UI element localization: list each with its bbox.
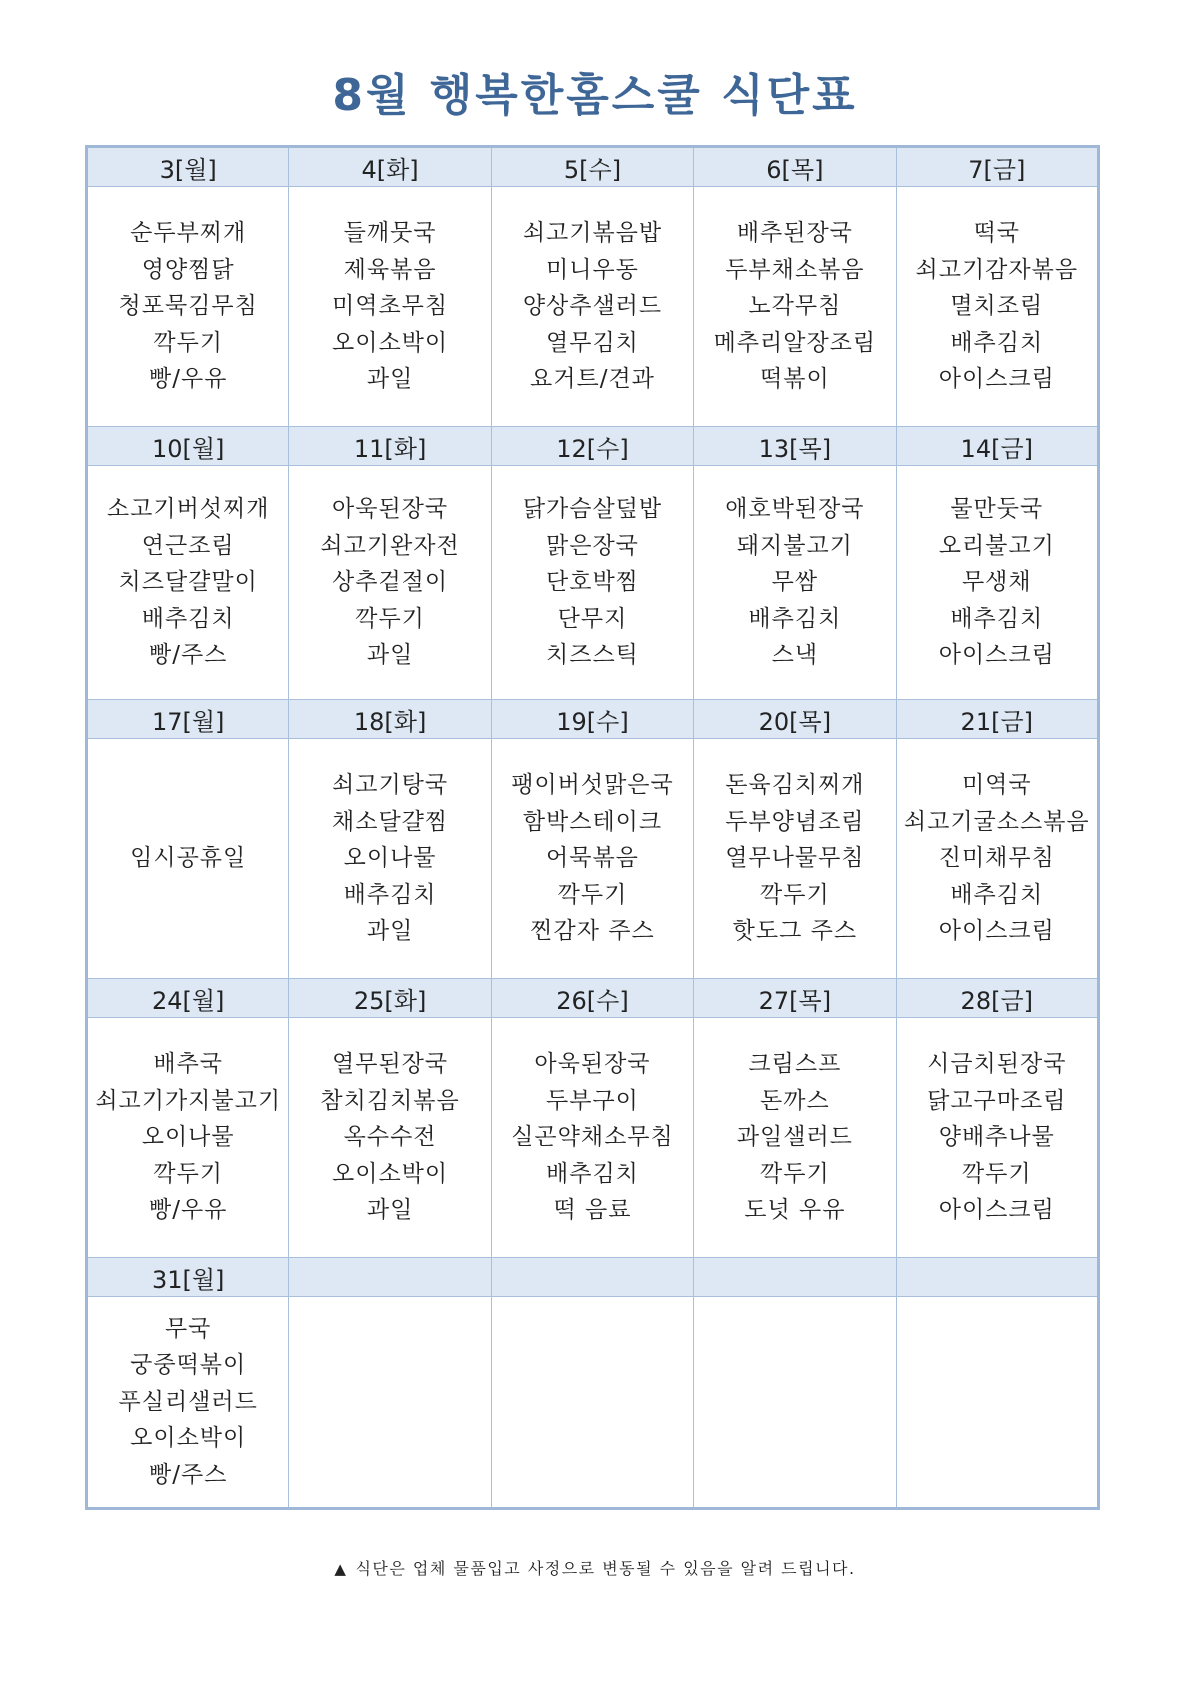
date-cell: 10[월] <box>87 427 289 466</box>
menu-item: 어묵볶음 <box>546 845 639 872</box>
menu-cell <box>87 466 289 700</box>
week-menu-row <box>87 1297 1099 1509</box>
menu-item: 미니우동 <box>546 256 639 283</box>
menu-item: 팽이버섯맑은국 <box>511 772 674 799</box>
menu-item: 무국 <box>164 1315 212 1342</box>
menu-item: 깍두기 <box>153 1160 224 1187</box>
menu-cell <box>87 187 289 427</box>
date-cell: 6[목] <box>694 147 896 187</box>
menu-item: 무쌈 <box>771 569 819 596</box>
menu-item: 배추김치 <box>141 605 235 632</box>
menu-item: 떡국 <box>973 220 1020 247</box>
menu-cell <box>896 466 1098 700</box>
triangle-marker-icon: ▲ <box>334 1560 348 1578</box>
menu-item: 쇠고기가지불고기 <box>95 1087 282 1114</box>
menu-item: 쇠고기굴소스볶음 <box>903 808 1090 835</box>
week-header-row <box>87 147 1099 187</box>
menu-cell <box>896 1297 1098 1509</box>
menu-cell <box>491 466 693 700</box>
menu-item: 찐감자 주스 <box>530 918 655 945</box>
menu-item: 치즈스틱 <box>546 642 639 669</box>
menu-item: 배추김치 <box>950 329 1044 356</box>
menu-cell <box>694 739 896 979</box>
menu-item: 오이나물 <box>141 1124 235 1151</box>
menu-item: 상추겉절이 <box>332 569 449 596</box>
date-cell <box>491 1258 693 1297</box>
menu-item: 스낵 <box>771 642 819 669</box>
menu-item: 청포묵김무침 <box>118 293 258 320</box>
menu-item: 소고기버섯찌개 <box>106 496 270 523</box>
menu-item: 돈육김치찌개 <box>725 772 865 799</box>
menu-item: 물만둣국 <box>950 496 1044 523</box>
menu-item: 과일 <box>366 918 414 945</box>
week-menu-row <box>87 1018 1099 1258</box>
menu-item: 아욱된장국 <box>332 496 449 523</box>
menu-item: 깍두기 <box>961 1160 1032 1187</box>
menu-item: 애호박된장국 <box>725 496 865 523</box>
menu-item: 맑은장국 <box>546 532 639 559</box>
menu-item: 제육볶음 <box>343 256 437 283</box>
menu-cell <box>491 1018 693 1258</box>
menu-item: 연근조림 <box>141 532 235 559</box>
menu-item: 함박스테이크 <box>522 808 663 835</box>
menu-item: 푸실리샐러드 <box>118 1388 258 1415</box>
week-header-row <box>87 979 1099 1018</box>
menu-item: 아이스크림 <box>938 642 1055 669</box>
menu-item: 영양찜닭 <box>141 256 235 283</box>
menu-cell <box>896 187 1098 427</box>
week-menu-row <box>87 466 1099 700</box>
menu-item: 아이스크림 <box>938 1197 1055 1224</box>
menu-item: 오이소박이 <box>130 1425 247 1452</box>
menu-item: 빵/주스 <box>148 642 228 669</box>
menu-item: 아이스크림 <box>938 918 1055 945</box>
date-cell: 13[목] <box>694 427 896 466</box>
menu-item: 닭고구마조림 <box>927 1087 1067 1114</box>
menu-cell <box>87 739 289 979</box>
date-cell: 3[월] <box>87 147 289 187</box>
menu-item: 열무김치 <box>546 329 639 356</box>
menu-item: 양상추샐러드 <box>522 293 663 320</box>
date-cell: 7[금] <box>896 147 1098 187</box>
menu-item: 궁중떡볶이 <box>130 1352 247 1379</box>
menu-cell <box>694 187 896 427</box>
menu-item: 양배추나물 <box>938 1124 1055 1151</box>
menu-item: 멸치조림 <box>950 293 1044 320</box>
footnote <box>0 1556 1190 1579</box>
menu-item: 빵/주스 <box>148 1461 228 1488</box>
menu-cell <box>896 1018 1098 1258</box>
menu-cell <box>87 1297 289 1509</box>
menu-item: 오리불고기 <box>938 532 1055 559</box>
date-cell: 19[수] <box>491 700 693 739</box>
menu-item: 떡볶이 <box>760 366 830 393</box>
menu-item: 오이나물 <box>343 845 437 872</box>
date-cell <box>896 1258 1098 1297</box>
menu-item: 실곤약채소무침 <box>511 1124 674 1151</box>
date-cell <box>289 1258 491 1297</box>
menu-item: 닭가슴살덮밥 <box>522 496 663 523</box>
meal-plan-table <box>85 145 1100 1510</box>
menu-item: 오이소박이 <box>332 1160 449 1187</box>
menu-item: 진미채무침 <box>938 845 1055 872</box>
menu-item: 배추된장국 <box>736 220 853 247</box>
menu-item: 쇠고기볶음밥 <box>522 220 663 247</box>
date-cell: 12[수] <box>491 427 693 466</box>
menu-item: 요거트/견과 <box>530 366 655 393</box>
menu-cell <box>491 1297 693 1509</box>
menu-item: 깍두기 <box>760 881 830 908</box>
date-cell: 11[화] <box>289 427 491 466</box>
menu-item: 미역초무침 <box>332 293 449 320</box>
menu-item: 참치김치볶음 <box>320 1087 460 1114</box>
menu-item: 배추김치 <box>950 605 1044 632</box>
menu-item: 배추김치 <box>748 605 842 632</box>
week-menu-row <box>87 739 1099 979</box>
menu-item: 아욱된장국 <box>534 1051 651 1078</box>
menu-item: 돼지불고기 <box>736 532 853 559</box>
menu-cell <box>289 1018 491 1258</box>
menu-item: 배추김치 <box>343 881 437 908</box>
menu-item: 깍두기 <box>153 329 224 356</box>
menu-cell <box>491 739 693 979</box>
date-cell: 17[월] <box>87 700 289 739</box>
menu-item: 돈까스 <box>760 1087 830 1114</box>
date-cell: 20[목] <box>694 700 896 739</box>
menu-item: 두부구이 <box>546 1087 639 1114</box>
date-cell: 24[월] <box>87 979 289 1018</box>
menu-item: 들깨뭇국 <box>343 220 437 247</box>
date-cell <box>694 1258 896 1297</box>
menu-item: 미역국 <box>961 772 1032 799</box>
menu-item: 열무된장국 <box>332 1051 449 1078</box>
menu-item: 임시공휴일 <box>130 845 247 872</box>
menu-item: 크림스프 <box>748 1051 842 1078</box>
week-menu-row <box>87 187 1099 427</box>
menu-item: 빵/우유 <box>148 1197 228 1224</box>
menu-item: 배추국 <box>153 1051 224 1078</box>
menu-item: 과일 <box>366 366 414 393</box>
menu-item: 치즈달걀말이 <box>118 569 258 596</box>
date-cell: 25[화] <box>289 979 491 1018</box>
menu-item: 떡 음료 <box>553 1197 632 1224</box>
menu-item: 채소달걀찜 <box>332 808 449 835</box>
menu-item: 단무지 <box>557 605 628 632</box>
menu-cell <box>289 466 491 700</box>
date-cell: 31[월] <box>87 1258 289 1297</box>
menu-cell <box>694 466 896 700</box>
menu-item: 핫도그 주스 <box>732 918 858 945</box>
menu-item: 깍두기 <box>557 881 628 908</box>
menu-item: 시금치된장국 <box>927 1051 1067 1078</box>
week-header-row <box>87 700 1099 739</box>
date-cell: 21[금] <box>896 700 1098 739</box>
menu-item: 오이소박이 <box>332 329 449 356</box>
menu-item: 과일 <box>366 642 414 669</box>
menu-item: 배추김치 <box>546 1160 639 1187</box>
menu-item: 노각무침 <box>748 293 842 320</box>
date-cell: 14[금] <box>896 427 1098 466</box>
menu-item: 두부채소볶음 <box>725 256 865 283</box>
menu-cell <box>896 739 1098 979</box>
week-header-row <box>87 427 1099 466</box>
menu-item: 깍두기 <box>760 1160 830 1187</box>
page-title: 8월 행복한홈스쿨 식단표 <box>332 70 858 121</box>
menu-cell <box>87 1018 289 1258</box>
menu-item: 아이스크림 <box>938 366 1055 393</box>
menu-cell <box>694 1297 896 1509</box>
menu-item: 빵/우유 <box>148 366 228 393</box>
date-cell: 27[목] <box>694 979 896 1018</box>
menu-cell <box>289 1297 491 1509</box>
menu-item: 과일샐러드 <box>736 1124 853 1151</box>
menu-item: 쇠고기완자전 <box>320 532 460 559</box>
date-cell: 28[금] <box>896 979 1098 1018</box>
menu-item: 순두부찌개 <box>130 220 247 247</box>
date-cell: 5[수] <box>491 147 693 187</box>
menu-item: 과일 <box>366 1197 414 1224</box>
menu-item: 무생채 <box>961 569 1032 596</box>
menu-item: 열무나물무침 <box>725 845 865 872</box>
menu-item: 도넛 우유 <box>744 1197 846 1224</box>
menu-item: 단호박찜 <box>546 569 639 596</box>
footnote-text: 식단은 업체 물품입고 사정으로 변동될 수 있음을 알려 드립니다. <box>355 1559 856 1578</box>
menu-item: 쇠고기탕국 <box>332 772 449 799</box>
menu-item: 메추리알장조림 <box>713 329 877 356</box>
menu-item: 두부양념조림 <box>725 808 865 835</box>
week-header-row <box>87 1258 1099 1297</box>
menu-cell <box>694 1018 896 1258</box>
date-cell: 4[화] <box>289 147 491 187</box>
menu-item: 쇠고기감자볶음 <box>915 256 1079 283</box>
menu-cell <box>289 187 491 427</box>
date-cell: 26[수] <box>491 979 693 1018</box>
menu-item: 배추김치 <box>950 881 1044 908</box>
date-cell: 18[화] <box>289 700 491 739</box>
menu-item: 옥수수전 <box>343 1124 437 1151</box>
menu-cell <box>491 187 693 427</box>
menu-cell <box>289 739 491 979</box>
menu-item: 깍두기 <box>355 605 425 632</box>
